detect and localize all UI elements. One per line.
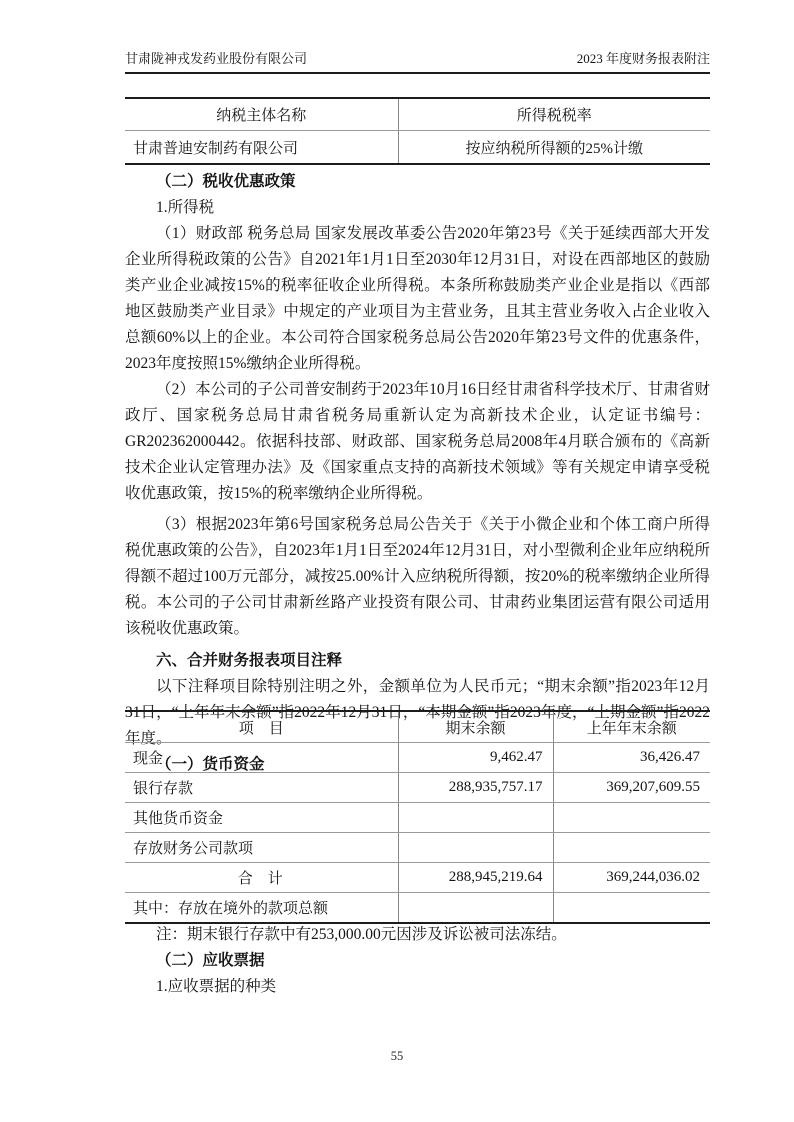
table-cell: 369,207,609.55	[553, 773, 710, 803]
table-row	[125, 893, 710, 924]
table-row	[125, 833, 710, 863]
table-row	[125, 743, 710, 773]
column-header: 上年年末余额	[553, 711, 710, 743]
table-cell: 369,244,036.02	[553, 863, 710, 893]
table-cell	[398, 803, 553, 833]
column-header: 期末余额	[398, 711, 553, 743]
table-cell: 存放财务公司款项	[125, 833, 398, 863]
table-header-row	[125, 98, 710, 131]
section-6-intro: 以下注释项目除特别注明之外，金额单位为人民币元；“期末余额”指2023年12月31日，“上年年末余额”指2022年12月31日，“本期金额”指2023年度，“上期金额”指2022年度。	[125, 678, 710, 747]
table-cell: 合 计	[125, 863, 398, 893]
income-tax-label: 1.所得税	[156, 199, 215, 216]
table-cell: 288,935,757.17	[398, 773, 553, 803]
table-row	[125, 131, 710, 165]
table-cell	[398, 893, 553, 924]
table-cell: 现金	[125, 743, 398, 773]
column-header: 所得税税率	[398, 98, 710, 131]
body-text	[125, 169, 710, 778]
table-header-row	[125, 711, 710, 743]
table-cell: 36,426.47	[553, 743, 710, 773]
table-row	[125, 773, 710, 803]
table-cell: 按应纳税所得额的25%计缴	[465, 140, 643, 157]
table-cell: 银行存款	[125, 773, 398, 803]
table-cell: 其他货币资金	[125, 803, 398, 833]
bank-freeze-note: 注：期末银行存款中有253,000.00元因涉及诉讼被司法冻结。	[156, 926, 567, 943]
table-cell	[553, 893, 710, 924]
table-cell: 其中：存放在境外的款项总额	[125, 893, 398, 924]
monetary-funds-table	[125, 710, 710, 924]
table-cell	[398, 833, 553, 863]
table-cell: 甘肃普迪安制药有限公司	[125, 131, 398, 165]
section-tax-incentive-heading: （二）税收优惠政策	[156, 173, 296, 190]
table-cell	[553, 833, 710, 863]
tax-paragraph-2: （2）本公司的子公司普安制药于2023年10月16日经甘肃省科学技术厅、甘肃省财政厅、国家税务总局甘肃省税务局重新认定为高新技术企业，认定证书编号：GR202362000442。依据科技部、财政部、国家税务总局2008年4月联合颁布的《高新技术企业认定管理办法》及《国家重点支持的高新技术领域》等有关规定申请享受税收优惠政策，按15%的税率缴纳企业所得税。	[125, 381, 710, 502]
header-company-name: 甘肃陇神戎发药业股份有限公司	[125, 51, 308, 66]
section-monetary-funds-heading: （一）货币资金	[156, 756, 265, 773]
tax-paragraph-1: （1）财政部 税务总局 国家发展改革委公告2020年第23号《关于延续西部大开发企业所得税政策的公告》自2021年1月1日至2030年12月31日，对设在西部地区的鼓励类产业企业减按15%的税率征收企业所得税。本条所称鼓励类产业企业是指以《西部地区鼓励类产业目录》中规定的产业项目为主营业务，且其主营业务收入占企业收入总额60%以上的企业。本公司符合国家税务总局公告2020年第23号文件的优惠条件，2023年度按照15%缴纳企业所得税。	[125, 225, 710, 372]
after-table-text	[125, 922, 710, 1000]
section-6-heading: 六、合并财务报表项目注释	[156, 652, 343, 669]
section-notes-receivable-heading: （二）应收票据	[156, 952, 265, 969]
column-header: 项 目	[125, 711, 398, 743]
column-header: 纳税主体名称	[125, 98, 398, 131]
notes-receivable-kind-label: 1.应收票据的种类	[156, 978, 277, 995]
table-cell	[553, 803, 710, 833]
table-cell: 288,945,219.64	[398, 863, 553, 893]
page-header	[125, 48, 710, 74]
table-row	[125, 863, 710, 893]
table-cell: 9,462.47	[398, 743, 553, 773]
tax-paragraph-3: （3）根据2023年第6号国家税务总局公告关于《关于小微企业和个体工商户所得税优惠政策的公告》，自2023年1月1日至2024年12月31日，对小型微利企业年应纳税所得额不超过100万元部分，减按25.00%计入应纳税所得额，按20%的税率缴纳企业所得税。本公司的子公司甘肃新丝路产业投资有限公司、甘肃药业集团运营有限公司适用该税收优惠政策。	[125, 516, 710, 637]
header-doc-title: 2023 年度财务报表附注	[576, 51, 710, 66]
tax-entity-table	[125, 97, 710, 165]
table-row	[125, 803, 710, 833]
page-number: 55	[390, 1049, 404, 1063]
